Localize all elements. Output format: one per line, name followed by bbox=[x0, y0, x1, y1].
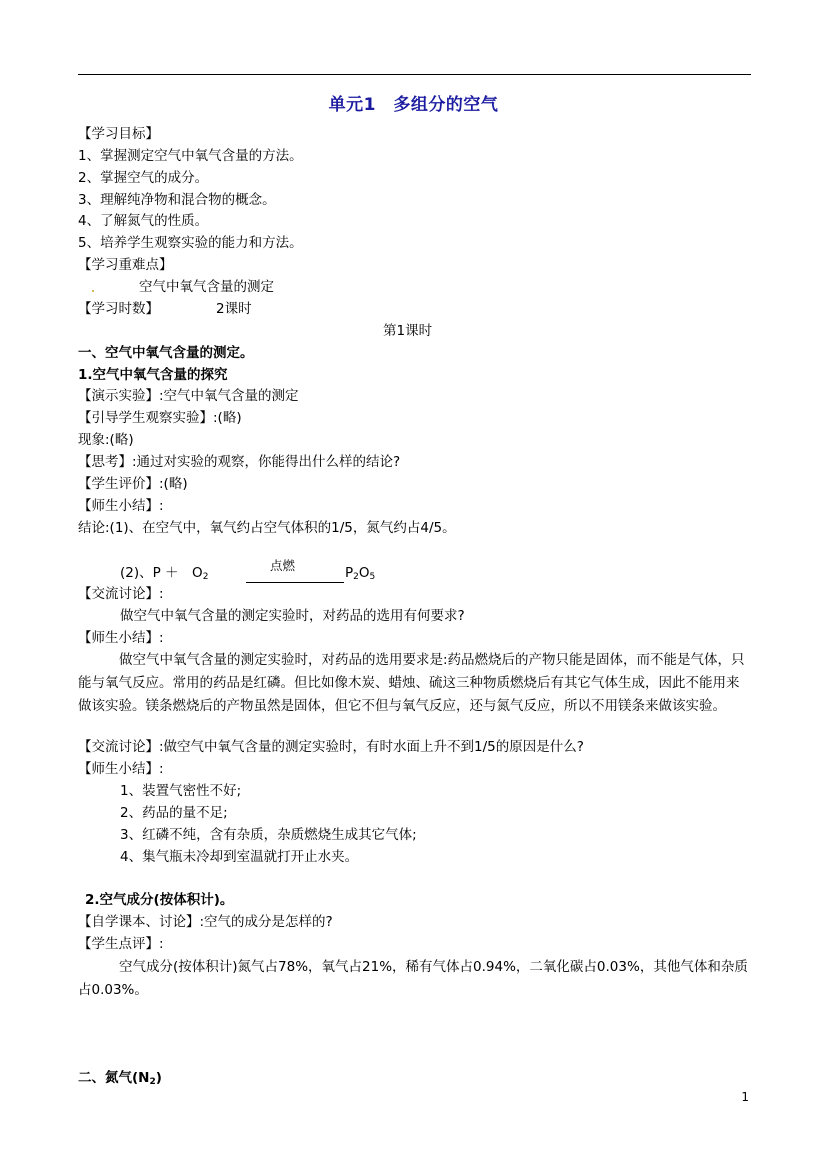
reason-item: 1、装置气密性不好; bbox=[120, 783, 242, 799]
guide-line bbox=[78, 408, 242, 428]
review-colon: : bbox=[159, 936, 164, 952]
equation-p: P bbox=[345, 565, 354, 581]
hours-value: 2课时 bbox=[216, 301, 252, 317]
section1-sub2: 2.空气成分(按体积计)。 bbox=[85, 892, 234, 908]
summary-colon: : bbox=[159, 498, 164, 514]
self-study-line bbox=[78, 912, 333, 932]
discuss1-colon: : bbox=[159, 586, 164, 602]
objectives-heading: 【学习目标】 bbox=[78, 126, 159, 142]
demo-label: 【演示实验】 bbox=[78, 388, 159, 404]
equation-prefix: (2)、P ＋ O bbox=[120, 565, 203, 581]
section1-sub1: 1.空气中氧气含量的探究 bbox=[78, 367, 228, 383]
summary2-label: 【师生小结】 bbox=[78, 630, 159, 646]
conclusion: 结论:(1)、在空气中，氧气约占空气体积的1/5，氮气约占4/5。 bbox=[78, 520, 456, 536]
objective-item: 5、培养学生观察实验的能力和方法。 bbox=[78, 235, 303, 251]
discuss2-line bbox=[78, 737, 584, 757]
summary-label: 【师生小结】 bbox=[78, 498, 159, 514]
self-study-label: 【自学课本、讨论】 bbox=[78, 914, 200, 930]
guide-label: 【引导学生观察实验】 bbox=[78, 410, 213, 426]
objective-item: 1、掌握测定空气中氧气含量的方法。 bbox=[78, 148, 303, 164]
discuss1-label: 【交流讨论】 bbox=[78, 586, 159, 602]
key-points-text: 空气中氧气含量的测定 bbox=[139, 279, 274, 295]
equation-arrow-line bbox=[246, 582, 344, 583]
reason-item: 3、红磷不纯，含有杂质，杂质燃烧生成其它气体; bbox=[120, 827, 417, 843]
lesson-label: 第1课时 bbox=[383, 323, 433, 339]
summary2-paragraph: 做空气中氧气含量的测定实验时，对药品的选用要求是:药品燃烧后的产物只能是固体，而不能是气体，只能与氧气反应。常用的药品是红磷。但比如像木炭、蜡烛、硫这三种物质燃烧后有其它气体生成，因此不能用来做该实验。镁条燃烧后的产物虽然是固体，但它不但与氧气反应，还与氮气反应，所以不用镁条来做该实验。 bbox=[78, 652, 745, 714]
section2-heading bbox=[78, 1068, 162, 1092]
page-title: 单元1 多组分的空气 bbox=[328, 95, 499, 115]
demo-text: :空气中氧气含量的测定 bbox=[159, 388, 299, 404]
header-rule bbox=[78, 74, 751, 75]
summary-line bbox=[78, 496, 164, 516]
equation-condition: 点燃 bbox=[270, 558, 296, 573]
page-number: 1 bbox=[741, 1090, 749, 1104]
discuss1-question: 做空气中氧气含量的测定实验时，对药品的选用有何要求? bbox=[120, 608, 465, 624]
objective-item: 4、了解氮气的性质。 bbox=[78, 213, 209, 229]
equation-o-subscript: 5 bbox=[369, 572, 376, 582]
reason-item: 2、药品的量不足; bbox=[120, 805, 228, 821]
summary2-colon: : bbox=[159, 630, 164, 646]
discuss2-text: :做空气中氧气含量的测定实验时，有时水面上升不到1/5的原因是什么? bbox=[159, 739, 584, 755]
summary3-label: 【师生小结】 bbox=[78, 761, 159, 777]
decorative-dot bbox=[92, 290, 94, 292]
reason-item: 4、集气瓶未冷却到室温就打开止水夹。 bbox=[120, 849, 359, 865]
key-points-heading: 【学习重难点】 bbox=[78, 257, 173, 273]
guide-text: :(略) bbox=[213, 410, 242, 426]
equation-product bbox=[345, 563, 375, 587]
summary2-line bbox=[78, 628, 164, 648]
review-label: 【学生点评】 bbox=[78, 936, 159, 952]
section2-heading-prefix: 二、氮气(N bbox=[78, 1070, 150, 1086]
think-label: 【思考】 bbox=[78, 454, 132, 470]
self-study-text: :空气的成分是怎样的? bbox=[199, 914, 333, 930]
demo-line bbox=[78, 386, 299, 406]
summary3-line bbox=[78, 759, 164, 779]
objective-item: 3、理解纯净物和混合物的概念。 bbox=[78, 192, 276, 208]
equation-o2-subscript: 2 bbox=[202, 572, 209, 582]
summary3-colon: : bbox=[159, 761, 164, 777]
phenomenon: 现象:(略) bbox=[78, 432, 134, 448]
section1-heading: 一、空气中氧气含量的测定。 bbox=[78, 345, 254, 361]
discuss1-line bbox=[78, 584, 164, 604]
review-line bbox=[78, 934, 164, 954]
composition-paragraph: 空气成分(按体积计)氮气占78%，氧气占21%，稀有气体占0.94%，二氧化碳占0.03%，其他气体和杂质占0.03%。 bbox=[78, 959, 748, 998]
equation-p-subscript: 2 bbox=[353, 572, 359, 582]
section2-heading-subscript: 2 bbox=[149, 1077, 156, 1087]
hours-heading: 【学习时数】 bbox=[78, 301, 159, 317]
section2-heading-suffix: ) bbox=[155, 1070, 162, 1086]
eval-label: 【学生评价】 bbox=[78, 476, 159, 492]
eval-text: :(略) bbox=[159, 476, 188, 492]
think-line bbox=[78, 452, 400, 472]
think-text: :通过对实验的观察，你能得出什么样的结论? bbox=[132, 454, 401, 470]
objective-item: 2、掌握空气的成分。 bbox=[78, 170, 209, 186]
eval-line bbox=[78, 474, 188, 494]
discuss2-label: 【交流讨论】 bbox=[78, 739, 159, 755]
equation-o: O bbox=[358, 565, 370, 581]
